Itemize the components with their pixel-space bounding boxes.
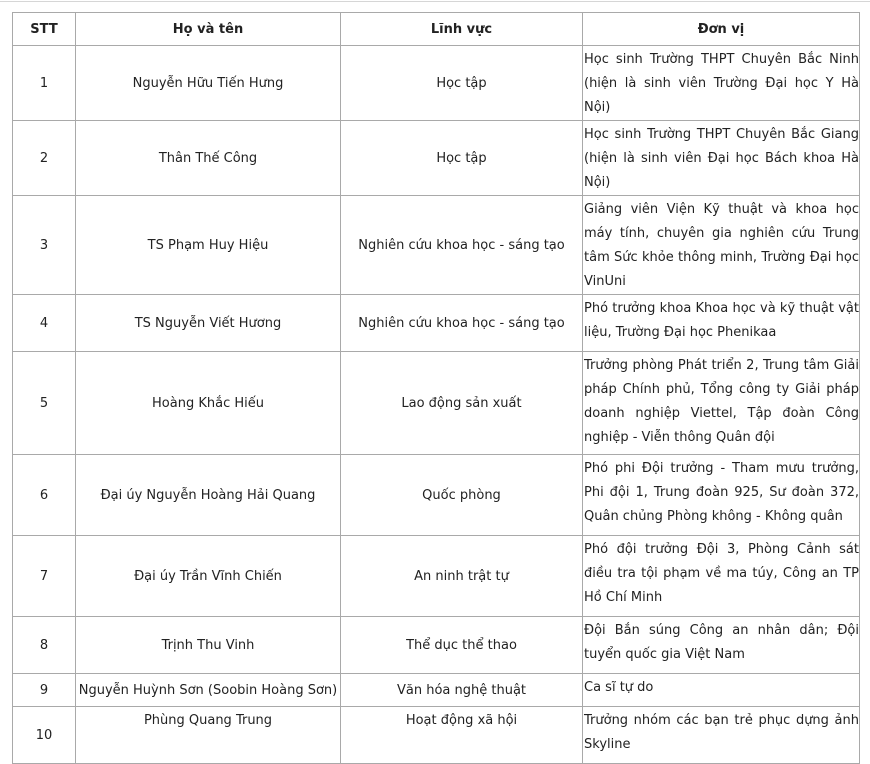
cell-name: Trịnh Thu Vinh	[76, 617, 341, 674]
header-unit: Đơn vị	[583, 13, 860, 46]
cell-unit: Ca sĩ tự do	[583, 674, 860, 707]
table-row	[13, 674, 860, 707]
cell-name: Phùng Quang Trung	[76, 707, 341, 764]
cell-field: Nghiên cứu khoa học - sáng tạo	[341, 196, 583, 295]
cell-field: Nghiên cứu khoa học - sáng tạo	[341, 295, 583, 352]
cell-stt: 4	[13, 295, 76, 352]
cell-field: Quốc phòng	[341, 455, 583, 536]
cell-unit: Học sinh Trường THPT Chuyên Bắc Ninh (hiện là sinh viên Trường Đại học Y Hà Nội)	[583, 46, 860, 121]
table-row	[13, 352, 860, 455]
top-divider	[0, 1, 870, 2]
cell-unit: Phó đội trưởng Đội 3, Phòng Cảnh sát điều tra tội phạm về ma túy, Công an TP Hồ Chí Minh	[583, 536, 860, 617]
cell-name: Đại úy Trần Vĩnh Chiến	[76, 536, 341, 617]
header-name: Họ và tên	[76, 13, 341, 46]
cell-unit: Phó phi Đội trưởng - Tham mưu trưởng, Phi đội 1, Trung đoàn 925, Sư đoàn 372, Quân chủng Phòng không - Không quân	[583, 455, 860, 536]
cell-field: Văn hóa nghệ thuật	[341, 674, 583, 707]
cell-stt: 1	[13, 46, 76, 121]
cell-unit: Trưởng phòng Phát triển 2, Trung tâm Giải pháp Chính phủ, Tổng công ty Giải pháp doanh nghiệp Viettel, Tập đoàn Công nghiệp - Viễn thông Quân đội	[583, 352, 860, 455]
cell-stt: 5	[13, 352, 76, 455]
cell-stt: 9	[13, 674, 76, 707]
header-stt: STT	[13, 13, 76, 46]
cell-field: Lao động sản xuất	[341, 352, 583, 455]
table-row	[13, 455, 860, 536]
cell-name: Nguyễn Huỳnh Sơn (Soobin Hoàng Sơn)	[76, 674, 341, 707]
cell-stt: 3	[13, 196, 76, 295]
cell-name: TS Phạm Huy Hiệu	[76, 196, 341, 295]
table-row	[13, 121, 860, 196]
table-row	[13, 295, 860, 352]
cell-unit: Trưởng nhóm các bạn trẻ phục dựng ảnh Skyline	[583, 707, 860, 764]
table-row	[13, 617, 860, 674]
table-row	[13, 46, 860, 121]
table-row	[13, 196, 860, 295]
cell-name: Nguyễn Hữu Tiến Hưng	[76, 46, 341, 121]
cell-field: An ninh trật tự	[341, 536, 583, 617]
cell-unit: Giảng viên Viện Kỹ thuật và khoa học máy tính, chuyên gia nghiên cứu Trung tâm Sức khỏe thông minh, Trường Đại học VinUni	[583, 196, 860, 295]
cell-stt: 10	[13, 707, 76, 764]
cell-unit: Phó trưởng khoa Khoa học và kỹ thuật vật liệu, Trường Đại học Phenikaa	[583, 295, 860, 352]
cell-field: Thể dục thể thao	[341, 617, 583, 674]
table-header-row	[13, 13, 860, 46]
cell-name: Thân Thế Công	[76, 121, 341, 196]
cell-field: Hoạt động xã hội	[341, 707, 583, 764]
cell-name: TS Nguyễn Viết Hương	[76, 295, 341, 352]
cell-name: Hoàng Khắc Hiếu	[76, 352, 341, 455]
cell-unit: Học sinh Trường THPT Chuyên Bắc Giang (hiện là sinh viên Đại học Bách khoa Hà Nội)	[583, 121, 860, 196]
cell-field: Học tập	[341, 46, 583, 121]
honorees-table	[12, 12, 860, 764]
table-row	[13, 536, 860, 617]
table-row	[13, 707, 860, 764]
cell-stt: 8	[13, 617, 76, 674]
cell-field: Học tập	[341, 121, 583, 196]
cell-unit: Đội Bắn súng Công an nhân dân; Đội tuyển quốc gia Việt Nam	[583, 617, 860, 674]
header-field: Lĩnh vực	[341, 13, 583, 46]
cell-stt: 2	[13, 121, 76, 196]
cell-stt: 6	[13, 455, 76, 536]
cell-name: Đại úy Nguyễn Hoàng Hải Quang	[76, 455, 341, 536]
cell-stt: 7	[13, 536, 76, 617]
